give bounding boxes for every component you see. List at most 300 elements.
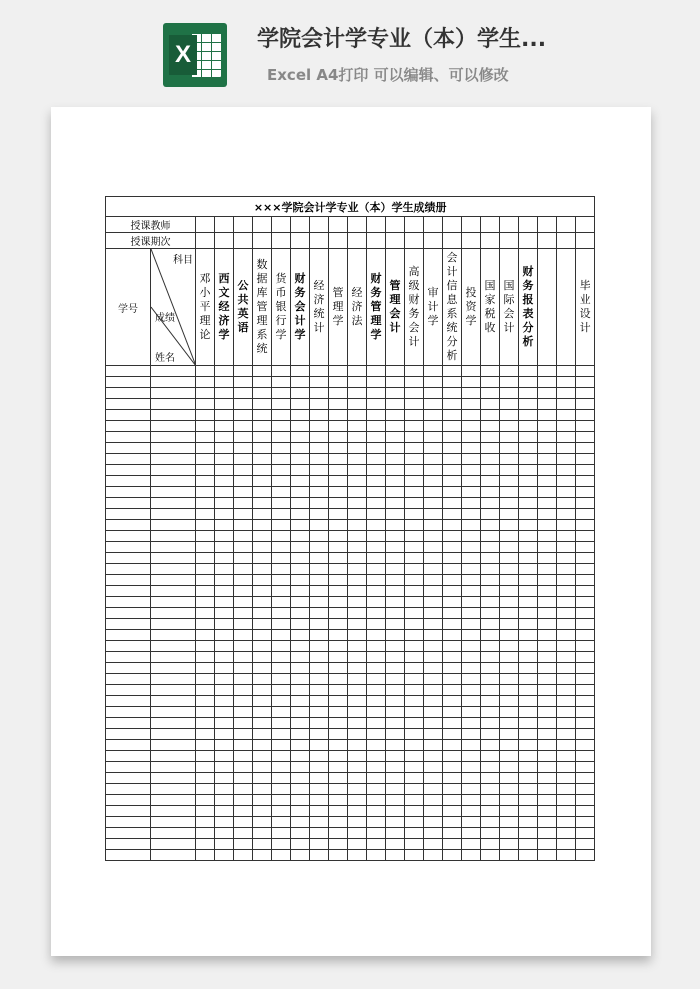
score-cell[interactable] (443, 674, 462, 685)
score-cell[interactable] (272, 410, 291, 421)
score-cell[interactable] (329, 586, 348, 597)
score-cell[interactable] (481, 729, 500, 740)
score-cell[interactable] (462, 806, 481, 817)
score-cell[interactable] (443, 729, 462, 740)
score-cell[interactable] (234, 619, 253, 630)
score-cell[interactable] (215, 575, 234, 586)
score-cell[interactable] (367, 520, 386, 531)
score-cell[interactable] (234, 630, 253, 641)
score-cell[interactable] (519, 531, 538, 542)
score-cell[interactable] (215, 641, 234, 652)
score-cell[interactable] (538, 762, 557, 773)
score-cell[interactable] (253, 674, 272, 685)
score-cell[interactable] (310, 817, 329, 828)
score-cell[interactable] (310, 619, 329, 630)
score-cell[interactable] (215, 685, 234, 696)
score-cell[interactable] (538, 575, 557, 586)
student-id-cell[interactable] (106, 762, 151, 773)
score-cell[interactable] (405, 740, 424, 751)
score-cell[interactable] (481, 421, 500, 432)
score-cell[interactable] (196, 839, 215, 850)
score-cell[interactable] (386, 696, 405, 707)
score-cell[interactable] (481, 751, 500, 762)
score-cell[interactable] (462, 498, 481, 509)
score-cell[interactable] (348, 762, 367, 773)
score-cell[interactable] (424, 718, 443, 729)
score-cell[interactable] (519, 586, 538, 597)
score-cell[interactable] (234, 564, 253, 575)
score-cell[interactable] (519, 850, 538, 861)
score-cell[interactable] (443, 828, 462, 839)
score-cell[interactable] (405, 498, 424, 509)
student-id-cell[interactable] (106, 487, 151, 498)
score-cell[interactable] (481, 586, 500, 597)
score-cell[interactable] (196, 784, 215, 795)
score-cell[interactable] (234, 795, 253, 806)
score-cell[interactable] (329, 707, 348, 718)
score-cell[interactable] (386, 564, 405, 575)
period-cell[interactable] (500, 233, 519, 249)
score-cell[interactable] (538, 377, 557, 388)
score-cell[interactable] (253, 575, 272, 586)
score-cell[interactable] (462, 740, 481, 751)
score-cell[interactable] (500, 520, 519, 531)
student-id-cell[interactable] (106, 509, 151, 520)
score-cell[interactable] (215, 553, 234, 564)
teacher-cell[interactable] (272, 217, 291, 233)
student-name-cell[interactable] (151, 399, 196, 410)
score-cell[interactable] (576, 564, 595, 575)
score-cell[interactable] (329, 366, 348, 377)
score-cell[interactable] (462, 575, 481, 586)
score-cell[interactable] (329, 388, 348, 399)
score-cell[interactable] (253, 366, 272, 377)
student-name-cell[interactable] (151, 421, 196, 432)
score-cell[interactable] (557, 806, 576, 817)
score-cell[interactable] (367, 531, 386, 542)
score-cell[interactable] (348, 597, 367, 608)
score-cell[interactable] (367, 399, 386, 410)
score-cell[interactable] (481, 784, 500, 795)
score-cell[interactable] (462, 784, 481, 795)
score-cell[interactable] (253, 784, 272, 795)
score-cell[interactable] (424, 388, 443, 399)
score-cell[interactable] (500, 564, 519, 575)
score-cell[interactable] (500, 762, 519, 773)
score-cell[interactable] (253, 806, 272, 817)
score-cell[interactable] (310, 564, 329, 575)
period-cell[interactable] (424, 233, 443, 249)
score-cell[interactable] (196, 421, 215, 432)
score-cell[interactable] (443, 751, 462, 762)
score-cell[interactable] (462, 542, 481, 553)
score-cell[interactable] (234, 531, 253, 542)
teacher-cell[interactable] (291, 217, 310, 233)
score-cell[interactable] (367, 388, 386, 399)
score-cell[interactable] (348, 586, 367, 597)
score-cell[interactable] (538, 487, 557, 498)
score-cell[interactable] (310, 784, 329, 795)
score-cell[interactable] (310, 762, 329, 773)
score-cell[interactable] (424, 421, 443, 432)
score-cell[interactable] (443, 377, 462, 388)
score-cell[interactable] (329, 674, 348, 685)
score-cell[interactable] (348, 487, 367, 498)
score-cell[interactable] (557, 399, 576, 410)
teacher-cell[interactable] (424, 217, 443, 233)
score-cell[interactable] (272, 762, 291, 773)
score-cell[interactable] (310, 696, 329, 707)
score-cell[interactable] (557, 652, 576, 663)
score-cell[interactable] (576, 795, 595, 806)
score-cell[interactable] (538, 421, 557, 432)
score-cell[interactable] (310, 630, 329, 641)
score-cell[interactable] (462, 465, 481, 476)
student-id-cell[interactable] (106, 707, 151, 718)
score-cell[interactable] (405, 674, 424, 685)
score-cell[interactable] (272, 399, 291, 410)
score-cell[interactable] (291, 509, 310, 520)
score-cell[interactable] (348, 663, 367, 674)
score-cell[interactable] (462, 388, 481, 399)
score-cell[interactable] (557, 718, 576, 729)
score-cell[interactable] (538, 476, 557, 487)
score-cell[interactable] (386, 553, 405, 564)
score-cell[interactable] (386, 806, 405, 817)
student-id-cell[interactable] (106, 806, 151, 817)
score-cell[interactable] (291, 784, 310, 795)
score-cell[interactable] (291, 366, 310, 377)
score-cell[interactable] (538, 630, 557, 641)
score-cell[interactable] (576, 674, 595, 685)
score-cell[interactable] (519, 707, 538, 718)
score-cell[interactable] (443, 553, 462, 564)
score-cell[interactable] (367, 542, 386, 553)
score-cell[interactable] (291, 498, 310, 509)
score-cell[interactable] (481, 630, 500, 641)
score-cell[interactable] (538, 465, 557, 476)
score-cell[interactable] (481, 542, 500, 553)
score-cell[interactable] (291, 476, 310, 487)
score-cell[interactable] (538, 586, 557, 597)
score-cell[interactable] (405, 817, 424, 828)
score-cell[interactable] (386, 773, 405, 784)
score-cell[interactable] (576, 465, 595, 476)
score-cell[interactable] (557, 454, 576, 465)
score-cell[interactable] (500, 707, 519, 718)
score-cell[interactable] (215, 509, 234, 520)
score-cell[interactable] (405, 553, 424, 564)
score-cell[interactable] (576, 421, 595, 432)
score-cell[interactable] (386, 443, 405, 454)
score-cell[interactable] (405, 641, 424, 652)
score-cell[interactable] (424, 685, 443, 696)
teacher-cell[interactable] (443, 217, 462, 233)
score-cell[interactable] (481, 553, 500, 564)
score-cell[interactable] (519, 828, 538, 839)
score-cell[interactable] (215, 465, 234, 476)
score-cell[interactable] (310, 487, 329, 498)
score-cell[interactable] (462, 432, 481, 443)
score-cell[interactable] (424, 542, 443, 553)
period-cell[interactable] (291, 233, 310, 249)
score-cell[interactable] (576, 850, 595, 861)
score-cell[interactable] (576, 388, 595, 399)
score-cell[interactable] (462, 641, 481, 652)
score-cell[interactable] (215, 707, 234, 718)
score-cell[interactable] (310, 377, 329, 388)
period-cell[interactable] (215, 233, 234, 249)
score-cell[interactable] (234, 443, 253, 454)
score-cell[interactable] (481, 740, 500, 751)
score-cell[interactable] (329, 597, 348, 608)
score-cell[interactable] (424, 619, 443, 630)
score-cell[interactable] (462, 762, 481, 773)
score-cell[interactable] (348, 531, 367, 542)
score-cell[interactable] (557, 487, 576, 498)
score-cell[interactable] (443, 652, 462, 663)
student-id-cell[interactable] (106, 641, 151, 652)
score-cell[interactable] (253, 729, 272, 740)
student-id-cell[interactable] (106, 795, 151, 806)
score-cell[interactable] (386, 520, 405, 531)
score-cell[interactable] (500, 509, 519, 520)
score-cell[interactable] (272, 465, 291, 476)
score-cell[interactable] (196, 410, 215, 421)
score-cell[interactable] (215, 718, 234, 729)
student-id-cell[interactable] (106, 377, 151, 388)
score-cell[interactable] (557, 619, 576, 630)
score-cell[interactable] (291, 421, 310, 432)
score-cell[interactable] (234, 575, 253, 586)
score-cell[interactable] (367, 465, 386, 476)
score-cell[interactable] (291, 718, 310, 729)
score-cell[interactable] (481, 476, 500, 487)
score-cell[interactable] (538, 850, 557, 861)
score-cell[interactable] (386, 828, 405, 839)
score-cell[interactable] (462, 410, 481, 421)
score-cell[interactable] (253, 553, 272, 564)
score-cell[interactable] (272, 674, 291, 685)
student-name-cell[interactable] (151, 410, 196, 421)
score-cell[interactable] (234, 454, 253, 465)
score-cell[interactable] (272, 509, 291, 520)
score-cell[interactable] (519, 410, 538, 421)
score-cell[interactable] (291, 520, 310, 531)
score-cell[interactable] (519, 839, 538, 850)
score-cell[interactable] (329, 740, 348, 751)
student-id-cell[interactable] (106, 498, 151, 509)
score-cell[interactable] (557, 586, 576, 597)
period-cell[interactable] (367, 233, 386, 249)
score-cell[interactable] (538, 498, 557, 509)
score-cell[interactable] (557, 377, 576, 388)
score-cell[interactable] (253, 762, 272, 773)
score-cell[interactable] (386, 751, 405, 762)
score-cell[interactable] (576, 762, 595, 773)
score-cell[interactable] (500, 608, 519, 619)
score-cell[interactable] (310, 839, 329, 850)
teacher-cell[interactable] (405, 217, 424, 233)
student-name-cell[interactable] (151, 652, 196, 663)
score-cell[interactable] (291, 454, 310, 465)
score-cell[interactable] (329, 630, 348, 641)
score-cell[interactable] (253, 707, 272, 718)
score-cell[interactable] (424, 828, 443, 839)
score-cell[interactable] (253, 388, 272, 399)
score-cell[interactable] (500, 597, 519, 608)
score-cell[interactable] (557, 366, 576, 377)
score-cell[interactable] (481, 520, 500, 531)
score-cell[interactable] (443, 366, 462, 377)
score-cell[interactable] (310, 740, 329, 751)
score-cell[interactable] (367, 432, 386, 443)
score-cell[interactable] (519, 553, 538, 564)
score-cell[interactable] (234, 421, 253, 432)
score-cell[interactable] (253, 608, 272, 619)
score-cell[interactable] (367, 652, 386, 663)
teacher-cell[interactable] (234, 217, 253, 233)
score-cell[interactable] (424, 652, 443, 663)
student-name-cell[interactable] (151, 520, 196, 531)
student-name-cell[interactable] (151, 531, 196, 542)
score-cell[interactable] (253, 652, 272, 663)
score-cell[interactable] (367, 707, 386, 718)
score-cell[interactable] (329, 553, 348, 564)
score-cell[interactable] (291, 795, 310, 806)
score-cell[interactable] (272, 850, 291, 861)
student-name-cell[interactable] (151, 641, 196, 652)
score-cell[interactable] (386, 421, 405, 432)
score-cell[interactable] (253, 630, 272, 641)
score-cell[interactable] (253, 432, 272, 443)
student-id-cell[interactable] (106, 388, 151, 399)
score-cell[interactable] (405, 520, 424, 531)
score-cell[interactable] (329, 399, 348, 410)
score-cell[interactable] (272, 751, 291, 762)
score-cell[interactable] (329, 476, 348, 487)
score-cell[interactable] (215, 806, 234, 817)
score-cell[interactable] (310, 432, 329, 443)
score-cell[interactable] (519, 762, 538, 773)
score-cell[interactable] (500, 498, 519, 509)
score-cell[interactable] (405, 839, 424, 850)
score-cell[interactable] (557, 784, 576, 795)
score-cell[interactable] (329, 432, 348, 443)
score-cell[interactable] (272, 707, 291, 718)
score-cell[interactable] (424, 366, 443, 377)
score-cell[interactable] (500, 487, 519, 498)
score-cell[interactable] (500, 652, 519, 663)
score-cell[interactable] (462, 597, 481, 608)
score-cell[interactable] (481, 817, 500, 828)
score-cell[interactable] (386, 795, 405, 806)
score-cell[interactable] (196, 465, 215, 476)
score-cell[interactable] (481, 663, 500, 674)
score-cell[interactable] (424, 531, 443, 542)
score-cell[interactable] (367, 597, 386, 608)
score-cell[interactable] (557, 630, 576, 641)
score-cell[interactable] (481, 410, 500, 421)
score-cell[interactable] (291, 399, 310, 410)
score-cell[interactable] (557, 498, 576, 509)
score-cell[interactable] (367, 762, 386, 773)
score-cell[interactable] (310, 806, 329, 817)
score-cell[interactable] (405, 729, 424, 740)
score-cell[interactable] (234, 520, 253, 531)
score-cell[interactable] (576, 619, 595, 630)
score-cell[interactable] (215, 784, 234, 795)
score-cell[interactable] (462, 520, 481, 531)
score-cell[interactable] (272, 608, 291, 619)
score-cell[interactable] (196, 586, 215, 597)
score-cell[interactable] (196, 564, 215, 575)
score-cell[interactable] (500, 542, 519, 553)
score-cell[interactable] (538, 553, 557, 564)
score-cell[interactable] (272, 685, 291, 696)
score-cell[interactable] (576, 718, 595, 729)
score-cell[interactable] (272, 773, 291, 784)
score-cell[interactable] (500, 674, 519, 685)
score-cell[interactable] (386, 476, 405, 487)
score-cell[interactable] (405, 487, 424, 498)
score-cell[interactable] (196, 828, 215, 839)
score-cell[interactable] (424, 509, 443, 520)
score-cell[interactable] (291, 465, 310, 476)
score-cell[interactable] (386, 762, 405, 773)
score-cell[interactable] (557, 839, 576, 850)
score-cell[interactable] (329, 520, 348, 531)
score-cell[interactable] (386, 685, 405, 696)
score-cell[interactable] (253, 817, 272, 828)
score-cell[interactable] (348, 465, 367, 476)
student-id-cell[interactable] (106, 465, 151, 476)
score-cell[interactable] (557, 696, 576, 707)
score-cell[interactable] (538, 641, 557, 652)
score-cell[interactable] (405, 443, 424, 454)
score-cell[interactable] (424, 608, 443, 619)
score-cell[interactable] (215, 564, 234, 575)
score-cell[interactable] (519, 432, 538, 443)
score-cell[interactable] (557, 542, 576, 553)
score-cell[interactable] (253, 454, 272, 465)
score-cell[interactable] (386, 388, 405, 399)
score-cell[interactable] (234, 465, 253, 476)
score-cell[interactable] (310, 388, 329, 399)
score-cell[interactable] (500, 476, 519, 487)
score-cell[interactable] (215, 608, 234, 619)
score-cell[interactable] (443, 707, 462, 718)
score-cell[interactable] (405, 575, 424, 586)
score-cell[interactable] (348, 795, 367, 806)
score-cell[interactable] (443, 542, 462, 553)
score-cell[interactable] (253, 564, 272, 575)
score-cell[interactable] (481, 454, 500, 465)
score-cell[interactable] (348, 630, 367, 641)
score-cell[interactable] (367, 564, 386, 575)
score-cell[interactable] (310, 652, 329, 663)
score-cell[interactable] (329, 531, 348, 542)
score-cell[interactable] (576, 608, 595, 619)
score-cell[interactable] (500, 784, 519, 795)
score-cell[interactable] (234, 487, 253, 498)
score-cell[interactable] (424, 410, 443, 421)
score-cell[interactable] (291, 619, 310, 630)
score-cell[interactable] (215, 652, 234, 663)
score-cell[interactable] (462, 377, 481, 388)
score-cell[interactable] (462, 509, 481, 520)
score-cell[interactable] (538, 652, 557, 663)
